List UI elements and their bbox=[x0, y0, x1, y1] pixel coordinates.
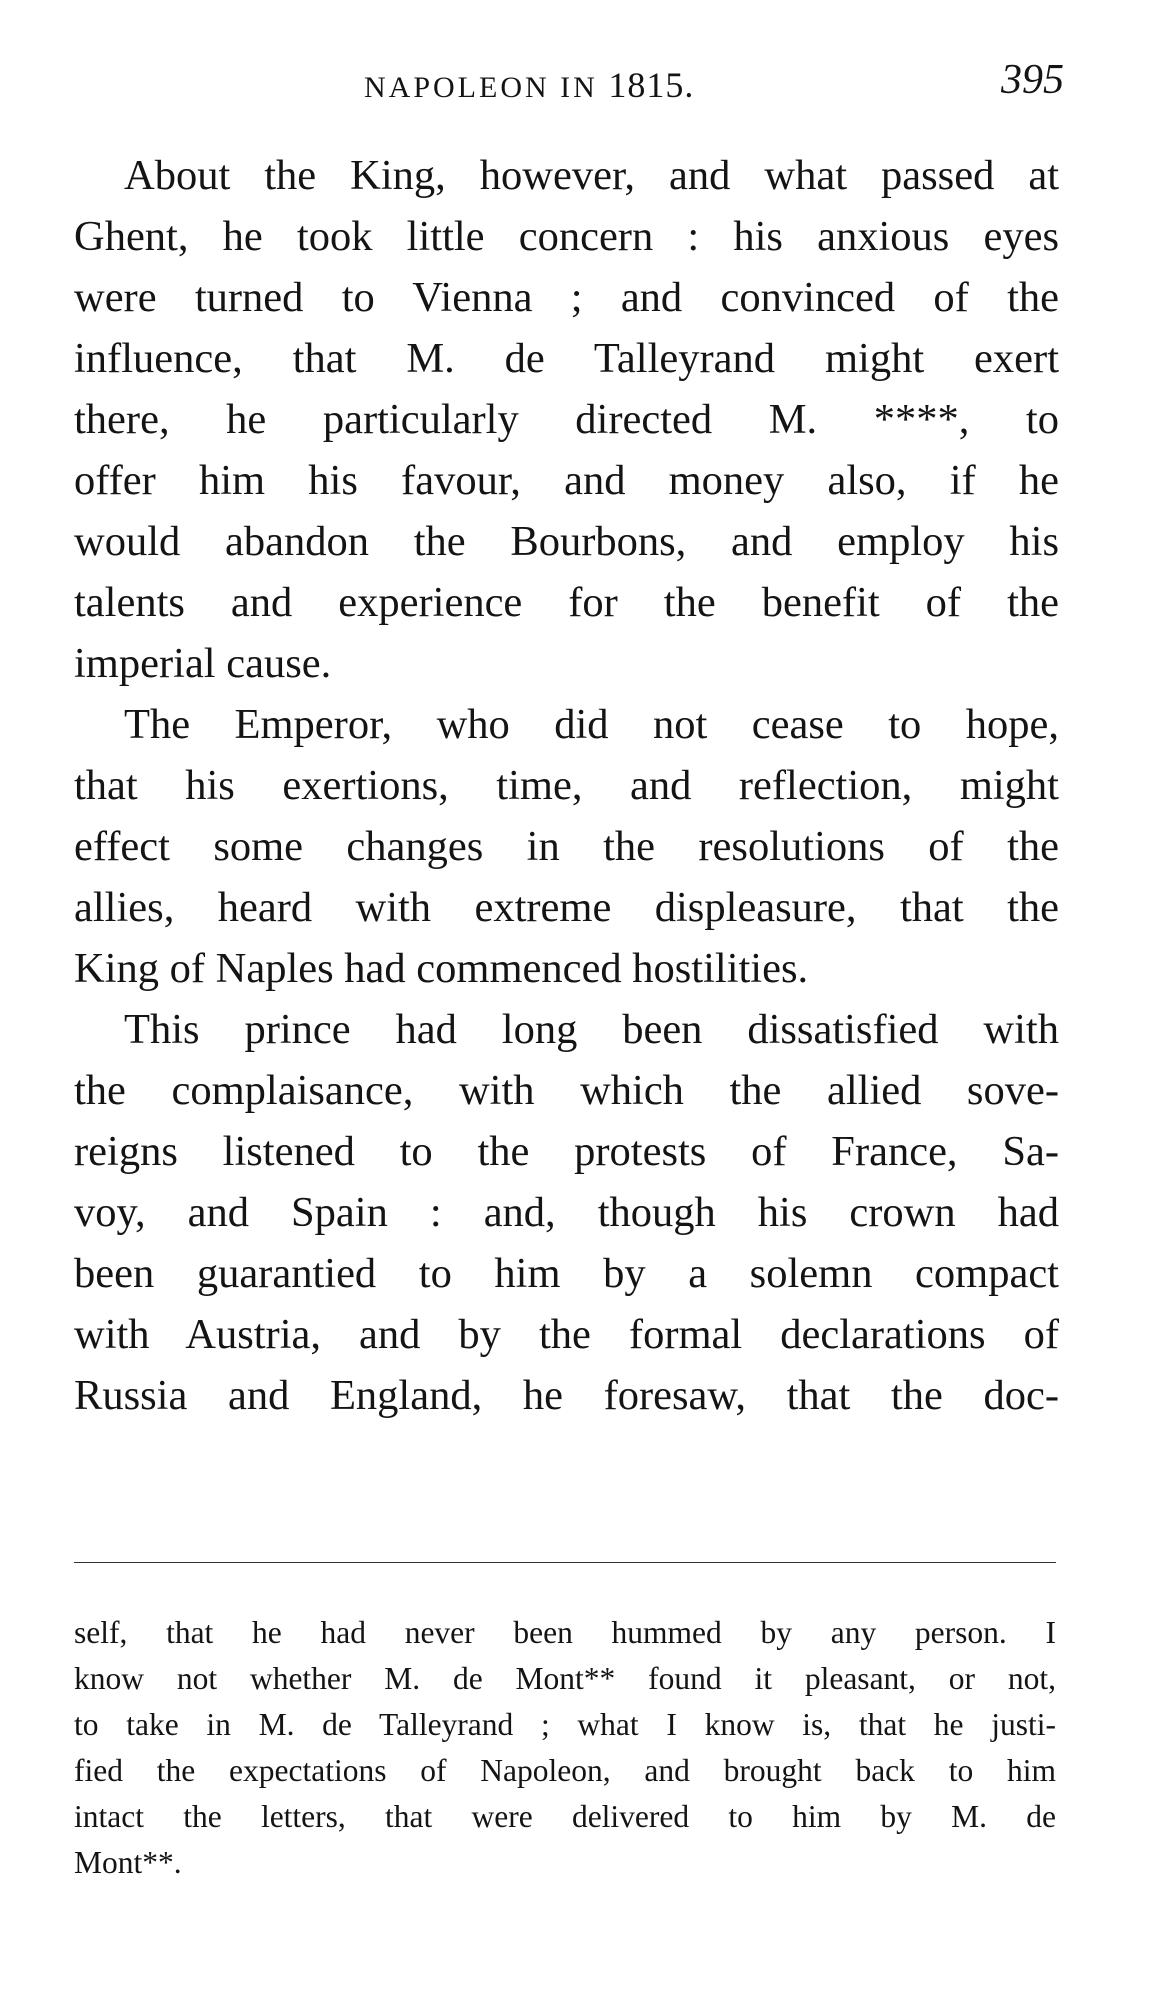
body-line: allies, heard with extreme displeasure, that the bbox=[74, 884, 1059, 931]
body-line: About the King, however, and what passed at bbox=[124, 152, 1059, 199]
body-line: that his exertions, time, and reflection, might bbox=[74, 762, 1059, 809]
body-line: Russia and England, he foresaw, that the doc- bbox=[74, 1372, 1059, 1419]
body-line: reigns listened to the protests of France, Sa- bbox=[74, 1128, 1059, 1175]
body-line: the complaisance, with which the allied sove- bbox=[74, 1067, 1059, 1114]
footnote-divider bbox=[74, 1562, 1056, 1563]
footnote-line: fied the expectations of Napoleon, and brought back to him bbox=[74, 1753, 1056, 1788]
footnote bbox=[74, 1610, 1056, 1886]
footnote-line: Mont**. bbox=[74, 1845, 182, 1880]
body-line: This prince had long been dissatisfied with bbox=[124, 1006, 1059, 1053]
body-line: effect some changes in the resolutions of the bbox=[74, 823, 1059, 870]
body-line: were turned to Vienna ; and convinced of the bbox=[74, 274, 1059, 321]
body-line: influence, that M. de Talleyrand might exert bbox=[74, 335, 1059, 382]
footnote-line: self, that he had never been hummed by any person. I bbox=[74, 1615, 1056, 1650]
body-line: been guarantied to him by a solemn compact bbox=[74, 1250, 1059, 1297]
body-line: offer him his favour, and money also, if he bbox=[74, 457, 1059, 504]
body-line: The Emperor, who did not cease to hope, bbox=[124, 701, 1059, 748]
body-line: voy, and Spain : and, though his crown had bbox=[74, 1189, 1059, 1236]
running-title-word: NAPOLEON IN bbox=[364, 71, 598, 104]
running-head bbox=[74, 56, 1064, 116]
body-line: there, he particularly directed M. ****, to bbox=[74, 396, 1059, 443]
page-number: 395 bbox=[1001, 57, 1064, 103]
body-line: with Austria, and by the formal declarations of bbox=[74, 1311, 1059, 1358]
body-text bbox=[74, 145, 1059, 1426]
running-title-year: 1815. bbox=[608, 65, 695, 105]
body-line: King of Naples had commenced hostilities. bbox=[74, 945, 809, 992]
body-line: Ghent, he took little concern : his anxious eyes bbox=[74, 213, 1059, 260]
running-title bbox=[364, 64, 694, 106]
body-line: talents and experience for the benefit of the bbox=[74, 579, 1059, 626]
footnote-line: intact the letters, that were delivered to him by M. de bbox=[74, 1799, 1056, 1834]
body-line: would abandon the Bourbons, and employ his bbox=[74, 518, 1059, 565]
footnote-line: to take in M. de Talleyrand ; what I know is, that he justi- bbox=[74, 1707, 1056, 1742]
footnote-line: know not whether M. de Mont** found it pleasant, or not, bbox=[74, 1661, 1056, 1696]
body-line: imperial cause. bbox=[74, 640, 332, 687]
